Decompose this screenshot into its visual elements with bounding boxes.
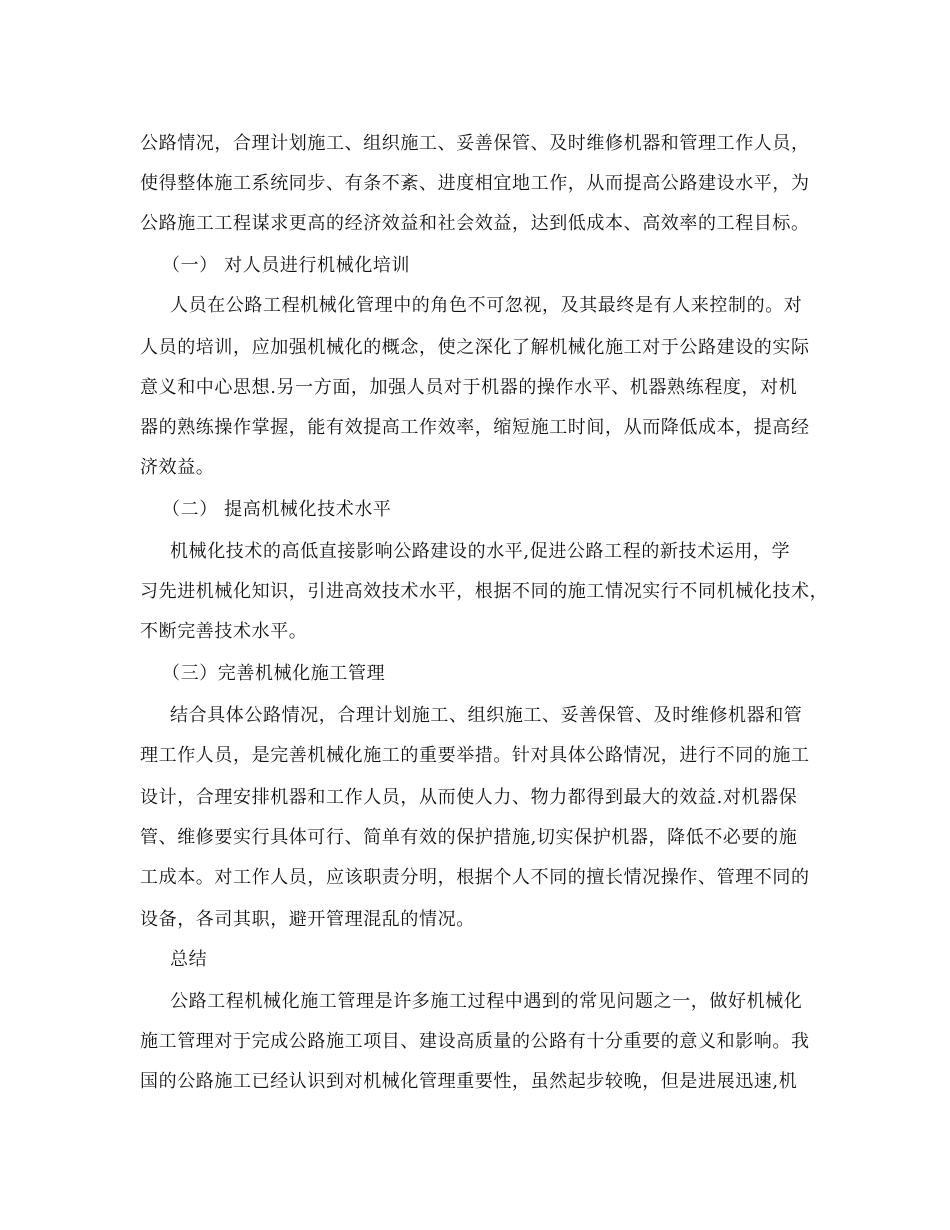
- text-line: 人员在公路工程机械化管理中的角色不可忽视，及其最终是有人来控制的。对: [170, 295, 803, 316]
- text-line: 设计，合理安排机器和工作人员，从而使人力、物力都得到最大的效益.对机器保: [140, 787, 798, 808]
- text-line: 公路施工工程谋求更高的经济效益和社会效益，达到低成本、高效率的工程目标。: [140, 213, 810, 234]
- text-line: 人员的培训，应加强机械化的概念，使之深化了解机械化施工对于公路建设的实际: [140, 337, 810, 358]
- text-line: 意义和中心思想.另一方面，加强人员对于机器的操作水平、机器熟练程度，对机: [140, 377, 798, 398]
- text-line: 器的熟练操作掌握，能有效提高工作效率，缩短施工时间，从而降低成本，提高经: [140, 417, 810, 438]
- text-line: 理工作人员，是完善机械化施工的重要举措。针对具体公路情况，进行不同的施工: [140, 745, 810, 766]
- section-heading: （二） 提高机械化技术水平: [162, 499, 392, 520]
- text-line: 使得整体施工系统同步、有条不紊、进度相宜地工作，从而提高公路建设水平，为: [140, 173, 810, 194]
- text-line: 不断完善技术水平。: [140, 621, 308, 642]
- text-line: 习先进机械化知识，引进高效技术水平，根据不同的施工情况实行不同机械化技术，: [140, 581, 829, 602]
- section-heading: 总结: [170, 949, 208, 970]
- text-line: 国的公路施工已经认识到对机械化管理重要性，虽然起步较晚，但是进展迅速,机: [140, 1071, 798, 1092]
- text-line: 施工管理对于完成公路施工项目、建设高质量的公路有十分重要的意义和影响。我: [140, 1031, 810, 1052]
- text-line: 结合具体公路情况，合理计划施工、组织施工、妥善保管、及时维修机器和管: [170, 705, 803, 726]
- text-line: 设备，各司其职，避开管理混乱的情况。: [140, 909, 475, 930]
- text-line: 机械化技术的高低直接影响公路建设的水平,促进公路工程的新技术运用，学: [170, 541, 791, 562]
- text-line: 公路情况，合理计划施工、组织施工、妥善保管、及时维修机器和管理工作人员，: [140, 133, 810, 154]
- text-line: 济效益。: [140, 457, 215, 478]
- section-heading: （一） 对人员进行机械化培训: [162, 255, 411, 276]
- text-line: 工成本。对工作人员，应该职责分明，根据个人不同的擅长情况操作、管理不同的: [140, 867, 810, 888]
- text-line: 管、维修要实行具体可行、简单有效的保护措施,切实保护机器，降低不必要的施: [140, 827, 798, 848]
- section-heading: （三）完善机械化施工管理: [162, 663, 386, 684]
- text-line: 公路工程机械化施工管理是许多施工过程中遇到的常见问题之一，做好机械化: [170, 991, 803, 1012]
